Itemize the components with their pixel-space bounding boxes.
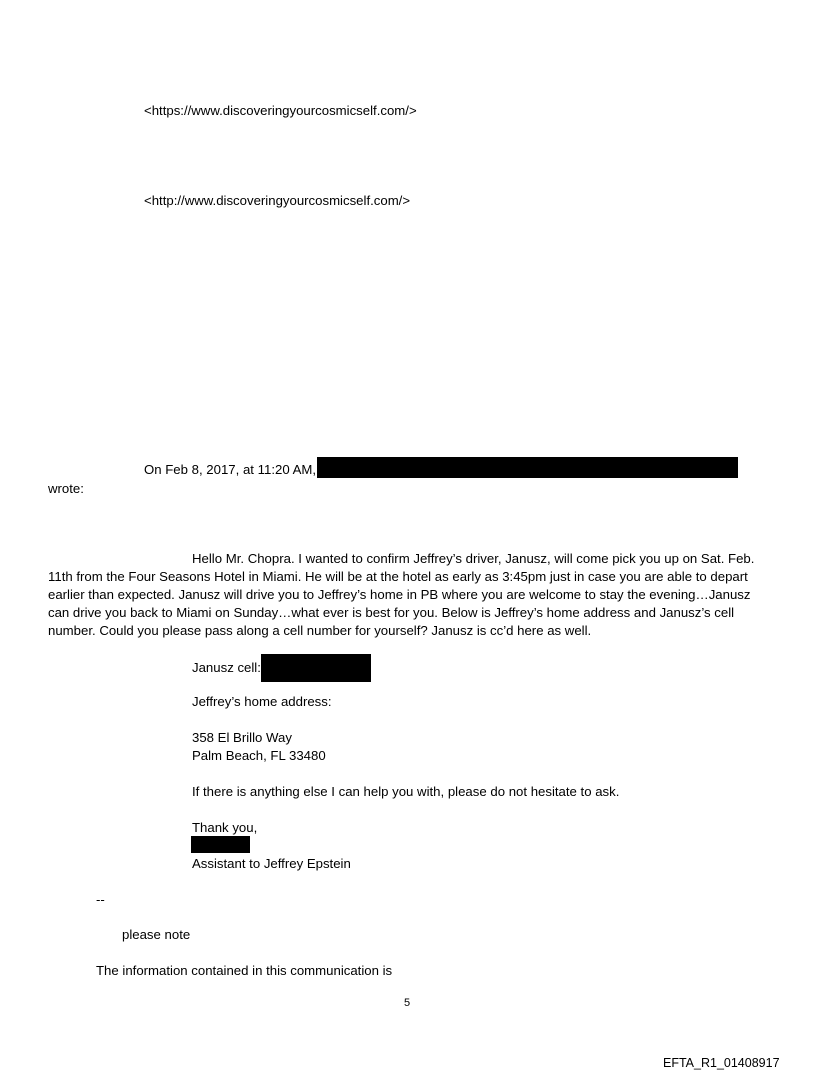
please-note: please note: [122, 927, 191, 942]
closing-offer: If there is anything else I can help you with, please do not hesitate to ask.: [192, 784, 620, 799]
body-paragraph-text: Hello Mr. Chopra. I wanted to confirm Jeffrey’s driver, Janusz, will come pick you up on Sat. Feb. 11th from the Four Seasons Hotel in Miami. He will be at the hotel as early as 3:45pm just in case you are able to depart earlier than expected. Janusz will drive you to Jeffrey’s home in PB where you are welcome to stay the evening…Janusz can drive you back to Miami on Sunday…what ever is best for you. Below is Jeffrey’s home address and Janusz’s cell number. Could you please pass along a cell number for yourself? Janusz is cc’d here as well.: [48, 551, 755, 638]
redaction-signature-name: [191, 836, 250, 853]
https-link-text: <https://www.discoveringyourcosmicself.com/>: [144, 103, 417, 118]
email-header-date: On Feb 8, 2017, at 11:20 AM,: [144, 462, 317, 477]
home-address-label: Jeffrey’s home address:: [192, 694, 332, 709]
signature-dashes: --: [96, 892, 105, 907]
bates-id: EFTA_R1_01408917: [663, 1056, 780, 1070]
confidentiality-line: The information contained in this communication is: [96, 963, 393, 978]
body-paragraph: [48, 550, 770, 640]
address-line-1: 358 El Brillo Way: [192, 730, 292, 745]
thank-you: Thank you,: [192, 820, 258, 835]
page-number: 5: [404, 997, 411, 1009]
redaction-sender: [317, 457, 738, 478]
redaction-cell-number: [261, 654, 371, 682]
address-line-2: Palm Beach, FL 33480: [192, 748, 326, 763]
email-header-wrote: wrote:: [48, 481, 84, 496]
janusz-cell-label: Janusz cell:: [192, 660, 261, 675]
signature-title: Assistant to Jeffrey Epstein: [192, 856, 351, 871]
http-link-text: <http://www.discoveringyourcosmicself.com/>: [144, 193, 411, 208]
